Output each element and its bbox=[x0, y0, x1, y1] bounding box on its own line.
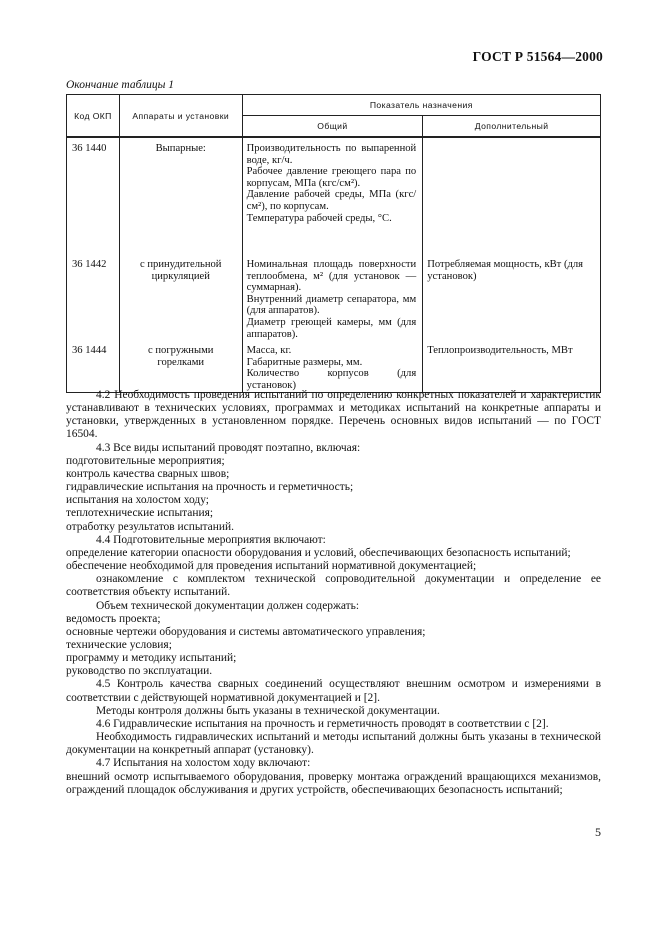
header-indicator: Показатель назначения bbox=[242, 95, 600, 116]
list-item: ведомость проекта; bbox=[66, 612, 161, 625]
general-item: Номинальная площадь поверхности теплообмена, м² (для установок — суммарная). bbox=[246, 259, 417, 294]
document-header: ГОСТ Р 51564—2000 bbox=[472, 49, 603, 64]
paragraph-4-3: 4.3 Все виды испытаний проводят поэтапно, включая: bbox=[96, 441, 361, 454]
cell-apparatus: с погружными горелками bbox=[119, 340, 242, 392]
header-apparatus: Аппараты и установки bbox=[119, 95, 242, 138]
table-caption: Окончание таблицы 1 bbox=[66, 79, 174, 91]
list-item: гидравлические испытания на прочность и герметичность; bbox=[66, 481, 354, 494]
list-item: отработку результатов испытаний. bbox=[66, 520, 234, 533]
list-item: программу и методику испытаний; bbox=[66, 652, 237, 665]
cell-additional: Теплопроизводительность, МВт bbox=[423, 340, 601, 392]
general-item: Габаритные размеры, мм. bbox=[246, 356, 363, 368]
list-item: подготовительные мероприятия; bbox=[66, 454, 225, 467]
header-general: Общий bbox=[242, 116, 423, 138]
cell-general bbox=[242, 254, 423, 340]
cell-general bbox=[242, 137, 423, 254]
general-item: Рабочее давление греющего пара по корпусам, МПа (кгс/см²). bbox=[246, 166, 417, 189]
cell-apparatus: с принудительной циркуляцией bbox=[119, 254, 242, 340]
indicator-table bbox=[66, 94, 601, 393]
cell-code: 36 1444 bbox=[67, 340, 120, 392]
paragraph-4-4: 4.4 Подготовительные мероприятия включают: bbox=[96, 533, 326, 546]
list-item: обеспечение необходимой для проведения испытаний нормативной документацией; bbox=[66, 560, 477, 573]
list-item: испытания на холостом ходу; bbox=[66, 494, 209, 507]
list-item: руководство по эксплуатации. bbox=[66, 665, 213, 678]
list-item: контроль качества сварных швов; bbox=[66, 467, 230, 480]
paragraph-4-6: 4.6 Гидравлические испытания на прочность и герметичность проводят в соответствии с [2]. bbox=[96, 717, 549, 730]
page-number: 5 bbox=[595, 825, 601, 839]
general-item: Внутренний диаметр сепаратора, мм (для аппаратов). bbox=[246, 293, 417, 317]
list-item: определение категории опасности оборудования и условий, обеспечивающих безопасность испытаний; bbox=[66, 546, 571, 559]
paragraph-4-4-familiarization: ознакомление с комплектом технической сопроводительной документации и определение ее соответствия объекту испытаний. bbox=[66, 573, 601, 599]
cell-code: 36 1440 bbox=[67, 137, 120, 254]
header-additional: Дополнительный bbox=[423, 116, 601, 138]
general-item: Диаметр греющей камеры, мм (для аппаратов). bbox=[246, 316, 417, 340]
cell-code: 36 1442 bbox=[67, 254, 120, 340]
body-text bbox=[66, 389, 601, 797]
list-item: внешний осмотр испытываемого оборудования, проверку монтажа ограждений вращающихся механизмов, ограждений площадок обслуживания и других устройств, обеспечивающих безопасность испытаний; bbox=[66, 770, 601, 796]
paragraph-doc-scope: Объем технической документации должен содержать: bbox=[96, 599, 360, 612]
list-item: теплотехнические испытания; bbox=[66, 507, 214, 520]
cell-apparatus: Выпарные: bbox=[119, 137, 242, 254]
list-item: технические условия; bbox=[66, 638, 172, 651]
paragraph-4-7: 4.7 Испытания на холостом ходу включают: bbox=[96, 757, 311, 770]
cell-general bbox=[242, 340, 423, 392]
paragraph-4-5-methods: Методы контроля должны быть указаны в технической документации. bbox=[96, 704, 440, 717]
general-item: Давление рабочей среды, МПа (кгс/см²), по корпусам. bbox=[246, 189, 417, 212]
general-item: Масса, кг. bbox=[246, 345, 292, 357]
paragraph-4-5: 4.5 Контроль качества сварных соединений осуществляют внешним осмотром и измерениями в соответствии с действующей нормативной документацией и [2]. bbox=[66, 678, 601, 704]
general-item: Температура рабочей среды, °С. bbox=[246, 212, 392, 224]
table-row bbox=[67, 254, 601, 340]
general-item: Количество корпусов (для установок) bbox=[246, 368, 417, 391]
paragraph-4-6-necessity: Необходимость гидравлических испытаний и методы испытаний должны быть указаны в технической документации на конкретный аппарат (установку). bbox=[66, 731, 601, 757]
table-row bbox=[67, 340, 601, 392]
table-row bbox=[67, 137, 601, 254]
cell-additional: Потребляемая мощность, кВт (для установок) bbox=[423, 254, 601, 340]
general-item: Производительность по выпаренной воде, кг/ч. bbox=[246, 143, 417, 166]
paragraph-4-2: 4.2 Необходимость проведения испытаний по определению конкретных показателей и характеристик устанавливают в технических условиях, программах и методиках испытаний на конкретные аппараты и установки, утвержденных в установленном порядке. Перечень основных видов испытаний — по ГОСТ 16504. bbox=[66, 389, 601, 441]
list-item: основные чертежи оборудования и системы автоматического управления; bbox=[66, 625, 426, 638]
header-code: Код ОКП bbox=[67, 95, 120, 138]
cell-additional bbox=[423, 137, 601, 254]
